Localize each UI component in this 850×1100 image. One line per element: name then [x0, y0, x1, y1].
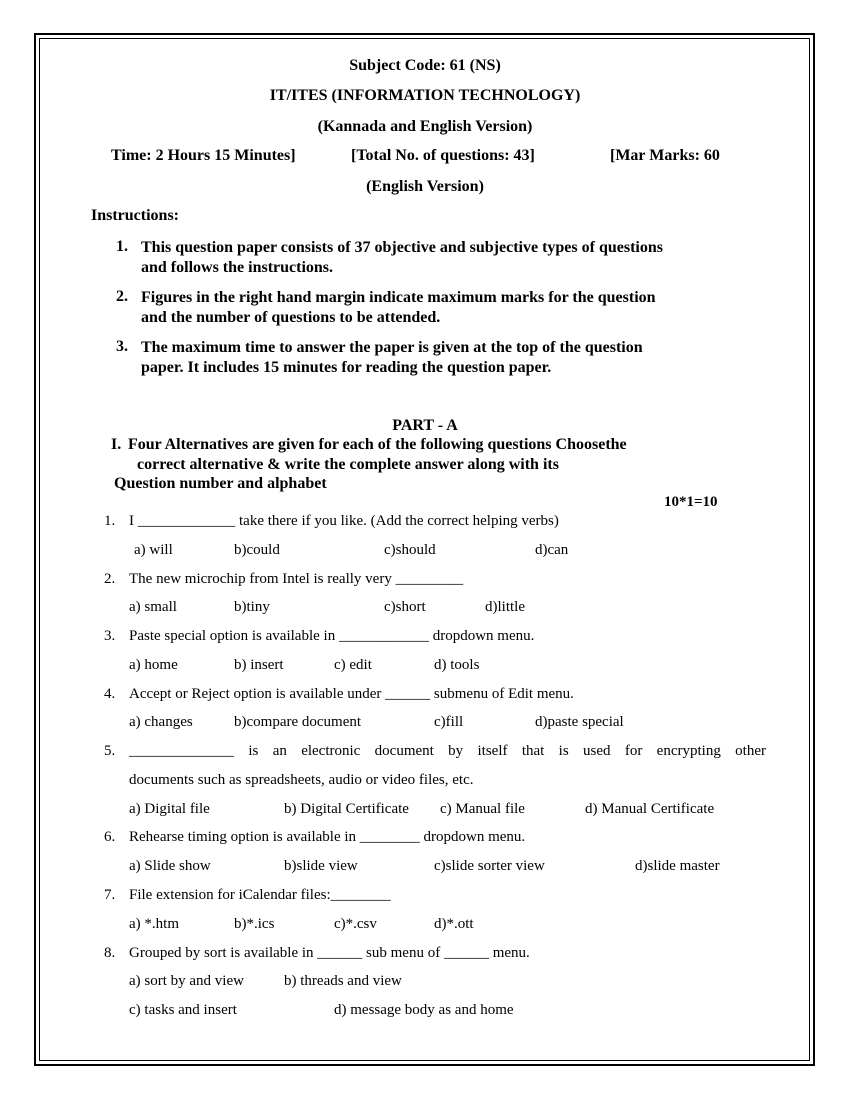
time-info: Time: 2 Hours 15 Minutes] [111, 147, 296, 164]
option-d: d)*.ott [434, 916, 474, 932]
option-a: a) changes [129, 714, 193, 730]
question-text: Rehearse timing option is available in ________ dropdown menu. [129, 829, 526, 845]
question-number: 8. [104, 945, 116, 961]
option-a: a) *.htm [129, 916, 179, 932]
option-b: b)slide view [284, 858, 358, 874]
question-text: The new microchip from Intel is really very _________ [129, 571, 464, 587]
option-c: c) edit [334, 657, 372, 673]
option-b: b)could [234, 542, 280, 558]
question-number: 4. [104, 686, 116, 702]
option-a: a) Digital file [129, 801, 210, 817]
question-text: ______________ is an electronic document by itself that is used for encrypting other [129, 743, 766, 759]
subject-code: Subject Code: 61 (NS) [349, 57, 501, 74]
option-b: b) threads and view [284, 973, 402, 989]
question-number: 7. [104, 887, 116, 903]
option-c: c)fill [434, 714, 464, 730]
english-version: (English Version) [366, 178, 484, 195]
option-b: b) insert [234, 657, 284, 673]
version-line: (Kannada and English Version) [317, 118, 533, 135]
option-c: c)short [384, 599, 426, 615]
part-heading: PART - A [392, 417, 458, 434]
instruction-number: 3. [116, 338, 128, 355]
option-a: a) will [134, 542, 173, 558]
option-b: b)tiny [234, 599, 270, 615]
question-number: 6. [104, 829, 116, 845]
option-b: b)compare document [234, 714, 362, 730]
instruction-item: Figures in the right hand margin indicate maximum marks for the question and the number of questions to be attended. [141, 289, 656, 326]
instruction-item: The maximum time to answer the paper is given at the top of the question paper. It includes 15 minutes for reading the question paper. [141, 339, 643, 376]
instruction-number: 2. [116, 288, 128, 305]
option-a: a) small [129, 599, 177, 615]
option-d: d) message body as and home [334, 1002, 514, 1018]
instruction-number: 1. [116, 238, 128, 255]
option-c: c) Manual file [440, 801, 525, 817]
max-marks: [Mar Marks: 60 [610, 147, 720, 164]
section-number: I. [111, 436, 122, 453]
question-text: Accept or Reject option is available under ______ submenu of Edit menu. [129, 686, 574, 702]
total-questions: [Total No. of questions: 43] [351, 147, 535, 164]
question-number: 5. [104, 743, 116, 759]
section-instruction-line2: correct alternative & write the complete answer along with its [137, 456, 559, 473]
paper-title: IT/ITES (INFORMATION TECHNOLOGY) [269, 87, 581, 104]
section-instruction-line1: Four Alternatives are given for each of the following questions Choosethe [128, 436, 627, 453]
option-d: d)slide master [635, 858, 720, 874]
question-text-continued: documents such as spreadsheets, audio or video files, etc. [129, 772, 474, 788]
question-number: 3. [104, 628, 116, 644]
option-d: d)paste special [535, 714, 624, 730]
question-text: File extension for iCalendar files:________ [129, 887, 391, 903]
option-b: b) Digital Certificate [284, 801, 409, 817]
instruction-item: This question paper consists of 37 objective and subjective types of questions and follows the instructions. [141, 239, 663, 276]
question-number: 1. [104, 513, 116, 529]
option-c: c)*.csv [334, 916, 377, 932]
section-marks: 10*1=10 [664, 494, 718, 510]
option-d: d) Manual Certificate [585, 801, 715, 817]
option-a: a) home [129, 657, 178, 673]
option-d: d) tools [434, 657, 480, 673]
question-text: Grouped by sort is available in ______ sub menu of ______ menu. [129, 945, 530, 961]
option-a: a) Slide show [129, 858, 211, 874]
option-c: c) tasks and insert [129, 1002, 237, 1018]
option-b: b)*.ics [234, 916, 275, 932]
option-c: c)slide sorter view [434, 858, 545, 874]
question-text: Paste special option is available in ____________ dropdown menu. [129, 628, 535, 644]
option-d: d)can [535, 542, 569, 558]
question-number: 2. [104, 571, 116, 587]
option-a: a) sort by and view [129, 973, 244, 989]
option-d: d)little [485, 599, 525, 615]
option-c: c)should [384, 542, 436, 558]
question-text: I _____________ take there if you like. (Add the correct helping verbs) [129, 513, 559, 529]
section-instruction-line3: Question number and alphabet [114, 475, 327, 492]
instructions-heading: Instructions: [91, 207, 180, 224]
